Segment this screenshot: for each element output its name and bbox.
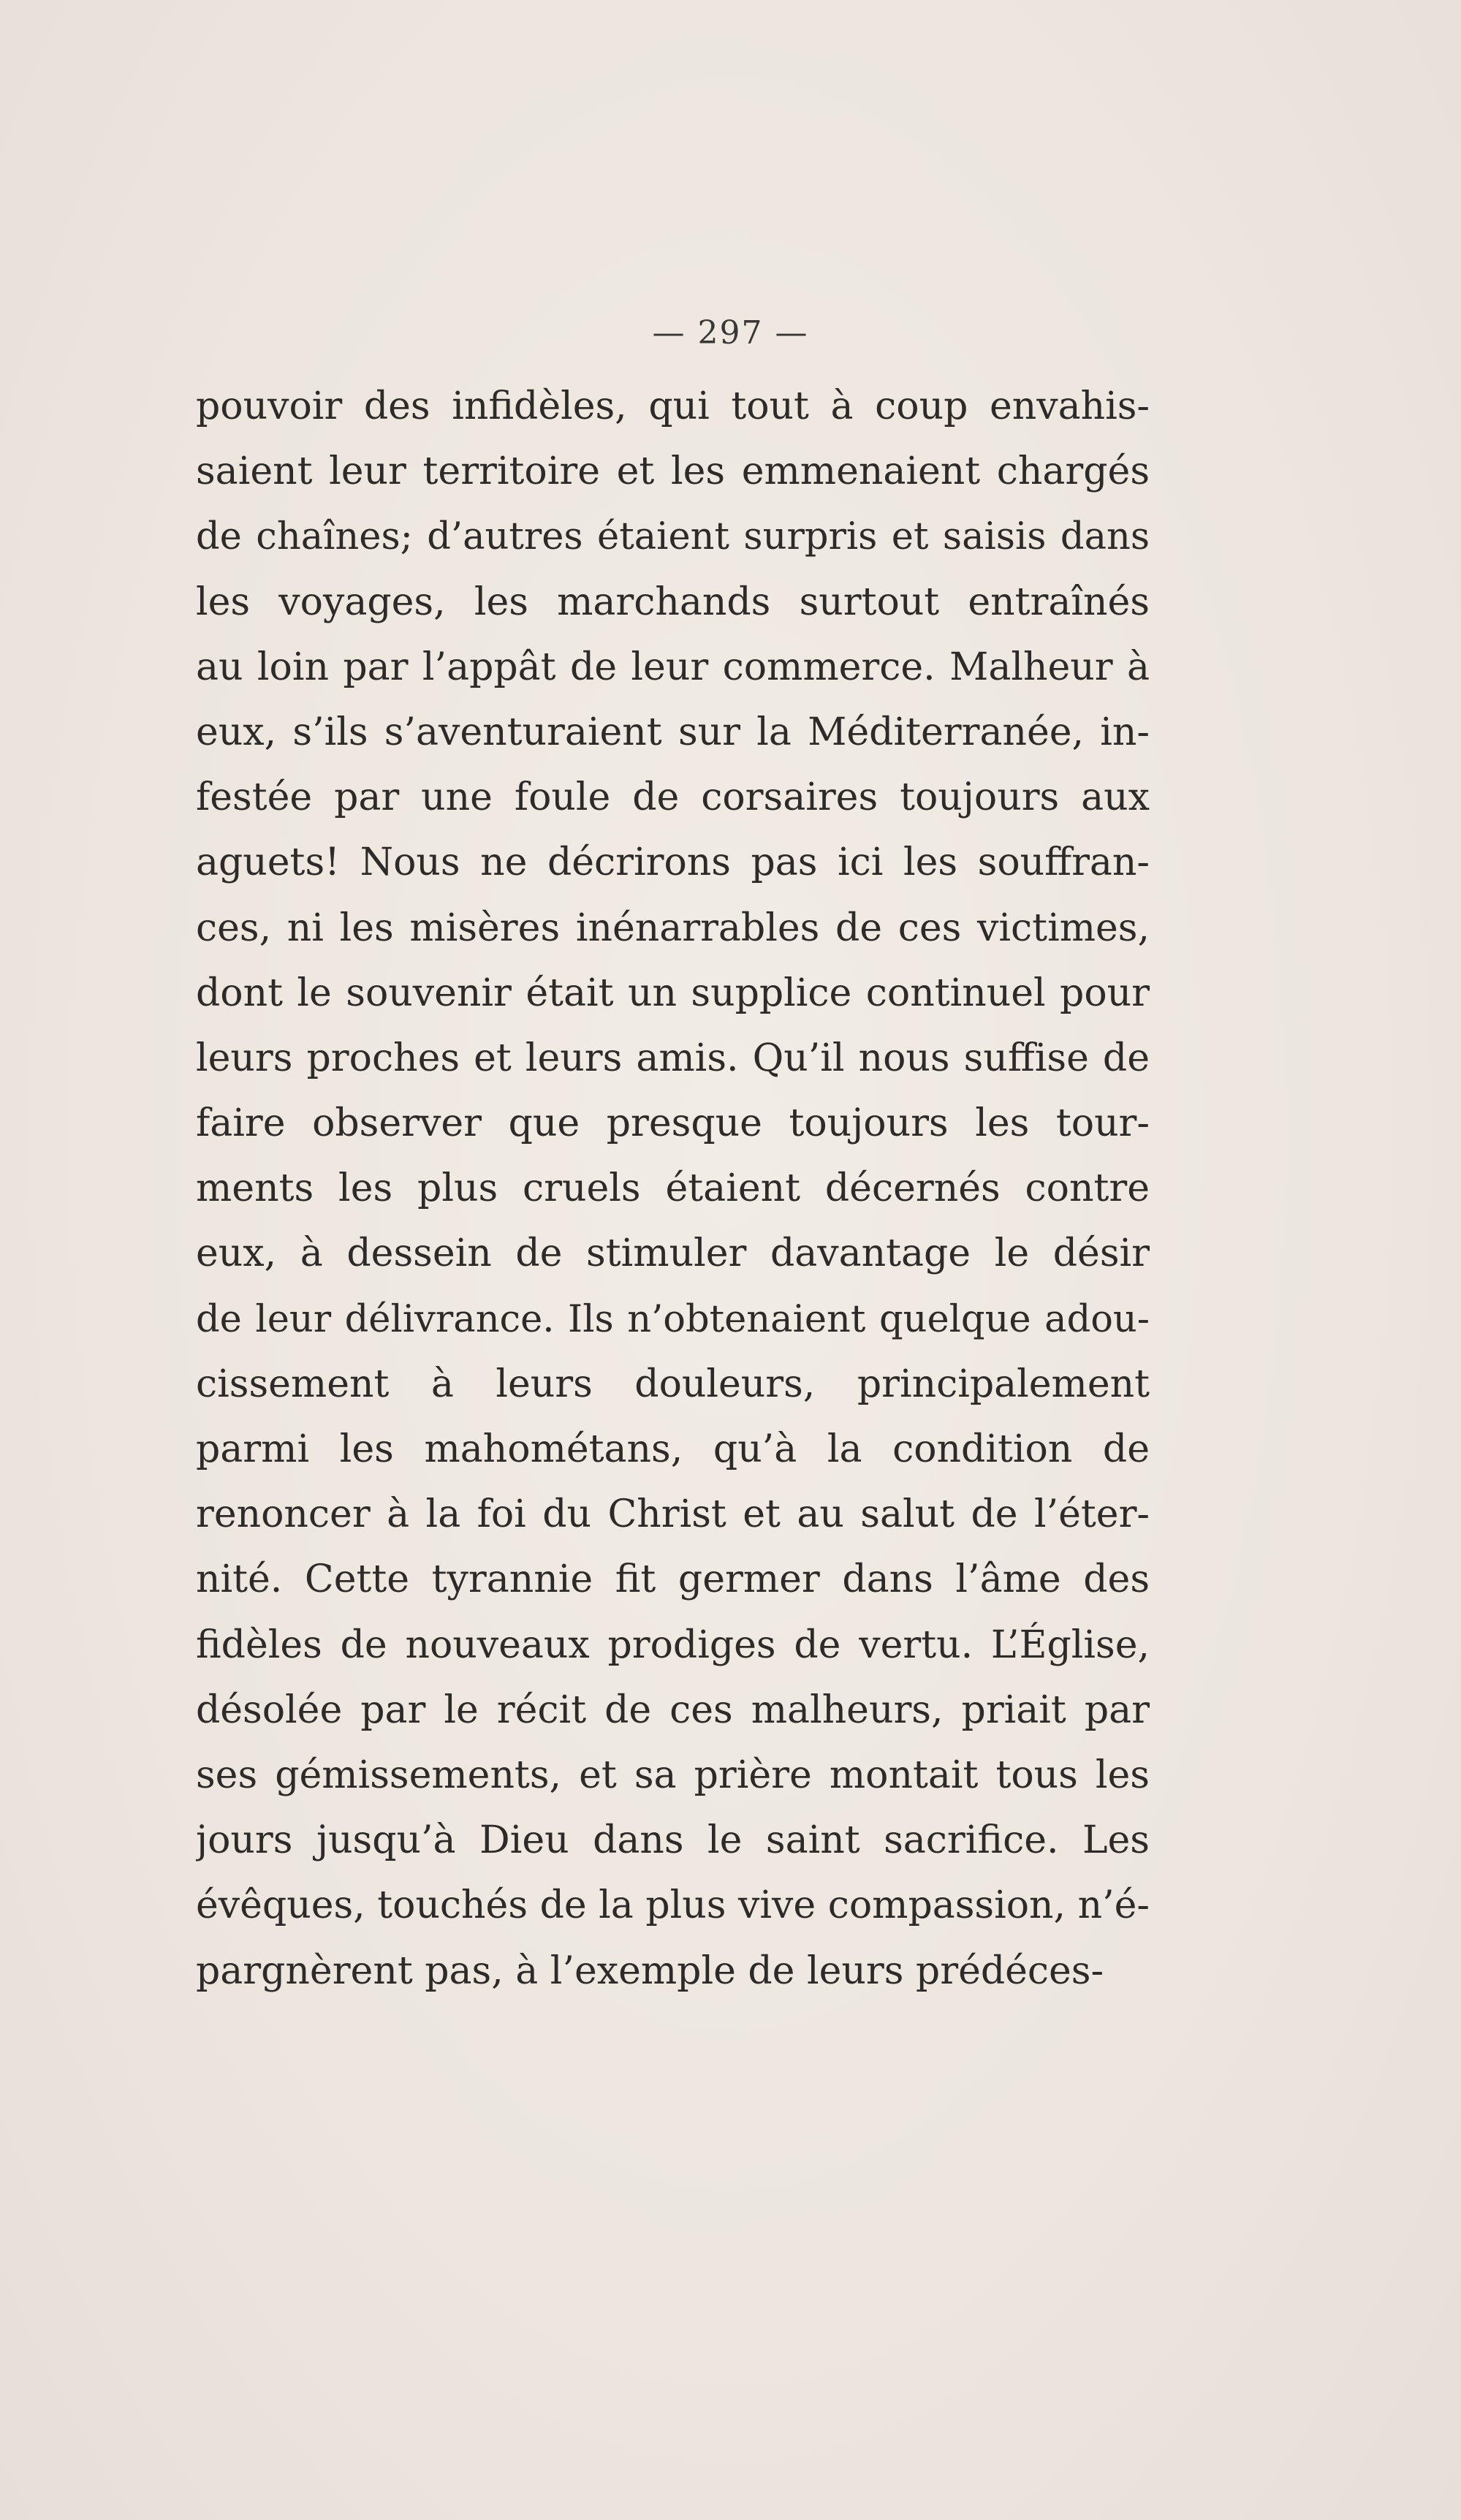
text-line: eux, s’ils s’aventuraient sur la Méditerranée, in-: [196, 710, 1150, 754]
body-text: [196, 374, 1150, 2004]
text-line: pouvoir des infidèles, qui tout à coup envahis-: [196, 384, 1150, 428]
text-line: dont le souvenir était un supplice continuel pour: [196, 971, 1150, 1015]
text-line: leurs proches et leurs amis. Qu’il nous suffise de: [196, 1036, 1150, 1080]
text-line: faire observer que presque toujours les tour-: [196, 1101, 1150, 1146]
text-line: saient leur territoire et les emmenaient chargés: [196, 449, 1150, 494]
text-line: les voyages, les marchands surtout entraînés: [196, 580, 1150, 624]
page-number: — 297 —: [652, 314, 809, 352]
text-line: désolée par le récit de ces malheurs, priait par: [196, 1688, 1150, 1732]
text-line: parmi les mahométans, qu’à la condition de: [196, 1427, 1150, 1471]
text-line: de chaînes; d’autres étaient surpris et saisis dans: [196, 515, 1150, 559]
text-line: aguets! Nous ne décrirons pas ici les souffran-: [196, 840, 1150, 885]
text-line: au loin par l’appât de leur commerce. Malheur à: [196, 645, 1150, 689]
text-line: de leur délivrance. Ils n’obtenaient quelque adou-: [196, 1297, 1150, 1341]
text-line: festée par une foule de corsaires toujours aux: [196, 775, 1150, 820]
text-line: renoncer à la foi du Christ et au salut de l’éter-: [196, 1492, 1150, 1537]
text-line: ses gémissements, et sa prière montait tous les: [196, 1753, 1150, 1797]
text-line: fidèles de nouveaux prodiges de vertu. L’Église,: [196, 1623, 1150, 1667]
text-line: ces, ni les misères inénarrables de ces victimes,: [196, 906, 1150, 950]
text-line: nité. Cette tyrannie fit germer dans l’âme des: [196, 1557, 1150, 1602]
text-line: ments les plus cruels étaient décernés contre: [196, 1166, 1150, 1211]
text-line: eux, à dessein de stimuler davantage le désir: [196, 1231, 1150, 1276]
text-line: évêques, touchés de la plus vive compassion, n’é-: [196, 1883, 1150, 1928]
text-line: pargnèrent pas, à l’exemple de leurs prédéces-: [196, 1948, 1104, 1993]
text-line: jours jusqu’à Dieu dans le saint sacrifice. Les: [196, 1818, 1150, 1863]
text-line: cissement à leurs douleurs, principalement: [196, 1362, 1150, 1406]
